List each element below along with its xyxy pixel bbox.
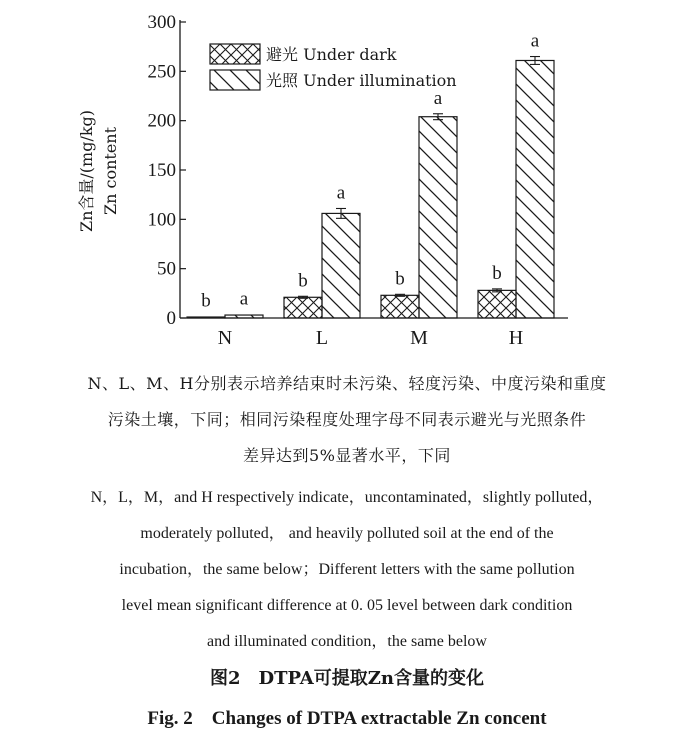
- x-category-label: N: [217, 327, 233, 349]
- bar-dark: [284, 297, 322, 318]
- legend-label-dark: 避光 Under dark: [266, 45, 397, 64]
- note-en-line: level mean significant difference at 0. 05 level between dark condition: [121, 597, 573, 614]
- note-en-line: and illuminated condition，the same below: [207, 633, 487, 650]
- note-cn-line: 污染土壤，下同；相同污染程度处理字母不同表示避光与光照条件: [107, 410, 587, 429]
- bar-light: [322, 213, 360, 318]
- y-tick-label: 150: [147, 160, 176, 181]
- bar-light: [419, 117, 457, 318]
- note-en-line: incubation，the same below；Different letters with the same pollution: [119, 561, 575, 578]
- legend-swatch-light: [210, 70, 260, 90]
- x-category-label: M: [410, 327, 428, 349]
- legend-swatch-dark: [210, 44, 260, 64]
- significance-letter: a: [239, 288, 249, 310]
- bar-light: [516, 60, 554, 318]
- y-tick-label: 200: [147, 110, 176, 132]
- y-tick-label: 250: [147, 61, 176, 83]
- significance-letter: b: [395, 268, 405, 290]
- note-cn-line: 差异达到5%显著水平，下同: [243, 446, 451, 465]
- significance-letter: a: [433, 87, 443, 109]
- significance-letter: b: [298, 270, 308, 292]
- bar-dark: [478, 290, 516, 318]
- note-en-line: N，L，M，and H respectively indicate，uncontaminated，slightly polluted，: [90, 489, 604, 506]
- y-tick-label: 50: [157, 258, 176, 280]
- note-cn-line: N、L、M、H分别表示培养结束时未污染、轻度污染、中度污染和重度: [87, 374, 607, 393]
- significance-letter: a: [530, 30, 540, 52]
- y-axis-label-cn: Zn含量/(mg/kg): [77, 109, 96, 233]
- significance-letter: b: [201, 290, 211, 312]
- y-tick-label: 300: [147, 12, 176, 33]
- note-en-line: moderately polluted， and heavily polluted soil at the end of the: [140, 525, 554, 542]
- x-category-label: L: [315, 327, 329, 349]
- figure-caption-cn: 图2 DTPA可提取Zn含量的变化: [210, 668, 484, 689]
- bar-dark: [381, 295, 419, 318]
- bar-light: [225, 315, 263, 318]
- bar-dark: [187, 317, 225, 318]
- legend-label-light: 光照 Under illumination: [266, 71, 457, 90]
- x-category-label: H: [508, 327, 524, 349]
- legend: [210, 44, 457, 90]
- y-tick-label: 100: [147, 209, 176, 231]
- significance-letter: a: [336, 182, 346, 204]
- significance-letter: b: [492, 262, 502, 284]
- y-axis-label-en: Zn content: [101, 126, 120, 216]
- category-labels: [218, 327, 523, 349]
- y-tick-label: 0: [166, 308, 176, 329]
- chart-note-en: [20, 480, 674, 660]
- bar-chart: [0, 0, 694, 360]
- chart-note-cn: [20, 366, 674, 474]
- figure-caption-en: Fig. 2 Changes of DTPA extractable Zn concent: [147, 708, 547, 729]
